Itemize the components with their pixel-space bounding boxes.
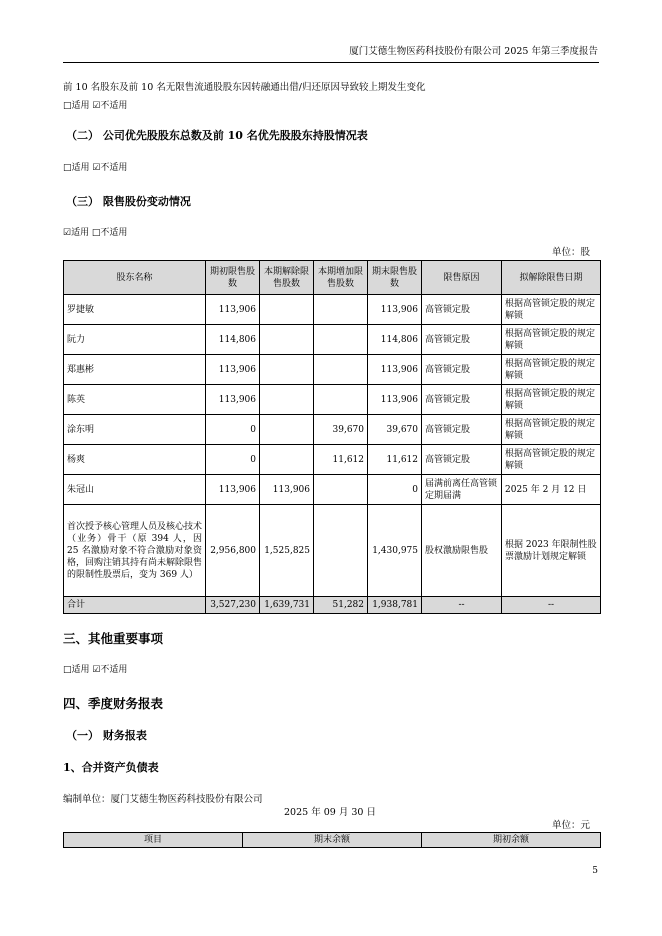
report-date: 2025 年 09 月 30 日 (284, 807, 376, 818)
restriction-reason: 届满前离任高管锁定期届满 (422, 475, 502, 505)
shareholder-name: 郑惠彬 (64, 355, 206, 385)
restriction-reason: 高管锁定股 (422, 355, 502, 385)
table-header-row (64, 261, 601, 295)
header-cell: 期初余额 (422, 833, 601, 848)
section2-checkbox: □适用 ☑不适用 (63, 163, 128, 173)
table-row (64, 505, 601, 597)
begin-shares: 113,906 (206, 475, 260, 505)
shareholder-name: 陈英 (64, 385, 206, 415)
balance-sheet-table (63, 832, 601, 848)
released-shares (260, 415, 314, 445)
shareholder-name: 杨爽 (64, 445, 206, 475)
begin-shares: 113,906 (206, 355, 260, 385)
shareholder-name: 阮力 (64, 325, 206, 355)
prepared-by: 编制单位：厦门艾德生物医药科技股份有限公司 (63, 794, 263, 805)
header-cell: 拟解除限售日期 (502, 261, 601, 295)
begin-shares: 114,806 (206, 325, 260, 355)
release-date: 根据高管锁定股的规定解锁 (502, 355, 601, 385)
release-date: 根据高管锁定股的规定解锁 (502, 415, 601, 445)
shareholder-name: 涂东明 (64, 415, 206, 445)
release-date: 根据高管锁定股的规定解锁 (502, 385, 601, 415)
header-cell: 本期解除限售股数 (260, 261, 314, 295)
header-cell: 期末限售股数 (368, 261, 422, 295)
balance-unit: 单位：元 (551, 820, 590, 831)
end-shares: 0 (368, 475, 422, 505)
added-shares (314, 325, 368, 355)
restriction-reason: 股权激励限售股 (422, 505, 502, 597)
restriction-reason: 高管锁定股 (422, 325, 502, 355)
section3-checkbox: ☑适用 □不适用 (63, 228, 128, 238)
restricted-shares-table (63, 260, 601, 614)
end-shares: 113,906 (368, 385, 422, 415)
header-cell: 限售原因 (422, 261, 502, 295)
table-row (64, 475, 601, 505)
table-row (64, 385, 601, 415)
header-cell: 项目 (64, 833, 243, 848)
header-rule (63, 62, 599, 63)
begin-shares: 2,956,800 (206, 505, 260, 597)
released-shares (260, 325, 314, 355)
header-cell: 期初限售股数 (206, 261, 260, 295)
begin-shares: 113,906 (206, 385, 260, 415)
header-cell: 股东名称 (64, 261, 206, 295)
added-shares (314, 355, 368, 385)
end-shares: 11,612 (368, 445, 422, 475)
section-three-title: 三、其他重要事项 (63, 631, 164, 646)
table-row (64, 295, 601, 325)
table-row (64, 415, 601, 445)
end-shares: 113,906 (368, 295, 422, 325)
released-shares: 1,525,825 (260, 505, 314, 597)
begin-shares: 0 (206, 415, 260, 445)
release-date: 根据高管锁定股的规定解锁 (502, 325, 601, 355)
released-shares (260, 295, 314, 325)
intro-text: 前 10 名股东及前 10 名无限售流通股股东因转融通出借/归还原因导致较上期发生变化 (63, 82, 426, 93)
added-shares (314, 385, 368, 415)
section3-title: （三） 限售股份变动情况 (66, 195, 191, 208)
header-cell: 本期增加限售股数 (314, 261, 368, 295)
total-label: 合计 (64, 597, 206, 614)
intro-checkbox: □适用 ☑不适用 (63, 101, 128, 111)
page-number: 5 (592, 866, 598, 876)
end-shares: 113,906 (368, 355, 422, 385)
total-row (64, 597, 601, 614)
page-header: 厦门艾德生物医药科技股份有限公司 2025 年第三季度报告 (349, 46, 598, 57)
total-released: 1,639,731 (260, 597, 314, 614)
table-row (64, 355, 601, 385)
release-date: 根据高管锁定股的规定解锁 (502, 295, 601, 325)
total-date: -- (502, 597, 601, 614)
released-shares (260, 355, 314, 385)
total-added: 51,282 (314, 597, 368, 614)
added-shares: 39,670 (314, 415, 368, 445)
end-shares: 39,670 (368, 415, 422, 445)
released-shares (260, 385, 314, 415)
released-shares: 113,906 (260, 475, 314, 505)
restriction-reason: 高管锁定股 (422, 445, 502, 475)
added-shares (314, 295, 368, 325)
section3-unit: 单位：股 (551, 247, 590, 258)
total-reason: -- (422, 597, 502, 614)
end-shares: 114,806 (368, 325, 422, 355)
released-shares (260, 445, 314, 475)
table-row (64, 325, 601, 355)
section-four-sub2: 1、合并资产负债表 (63, 761, 159, 774)
shareholder-name: 罗捷敏 (64, 295, 206, 325)
release-date: 2025 年 2 月 12 日 (502, 475, 601, 505)
section2-title: （二） 公司优先股股东总数及前 10 名优先股股东持股情况表 (66, 129, 368, 142)
section-four-title: 四、季度财务报表 (63, 696, 164, 711)
section-three-checkbox: □适用 ☑不适用 (63, 665, 128, 675)
total-end: 1,938,781 (368, 597, 422, 614)
restriction-reason: 高管锁定股 (422, 415, 502, 445)
added-shares (314, 505, 368, 597)
begin-shares: 113,906 (206, 295, 260, 325)
section-four-sub1: （一） 财务报表 (66, 729, 147, 742)
release-date: 根据 2023 年限制性股票激励计划规定解锁 (502, 505, 601, 597)
begin-shares: 0 (206, 445, 260, 475)
total-begin: 3,527,230 (206, 597, 260, 614)
shareholder-name: 朱冠山 (64, 475, 206, 505)
table-row (64, 445, 601, 475)
added-shares: 11,612 (314, 445, 368, 475)
shareholder-name: 首次授予核心管理人员及核心技术（业务）骨干（原 394 人，因 25 名激励对象不符合激励对象资格，回购注销其持有尚未解除限售的限制性股票后，变为 369 人） (64, 505, 206, 597)
balance-header-row (64, 833, 601, 848)
restriction-reason: 高管锁定股 (422, 295, 502, 325)
release-date: 根据高管锁定股的规定解锁 (502, 445, 601, 475)
added-shares (314, 475, 368, 505)
header-cell: 期末余额 (243, 833, 422, 848)
restriction-reason: 高管锁定股 (422, 385, 502, 415)
end-shares: 1,430,975 (368, 505, 422, 597)
